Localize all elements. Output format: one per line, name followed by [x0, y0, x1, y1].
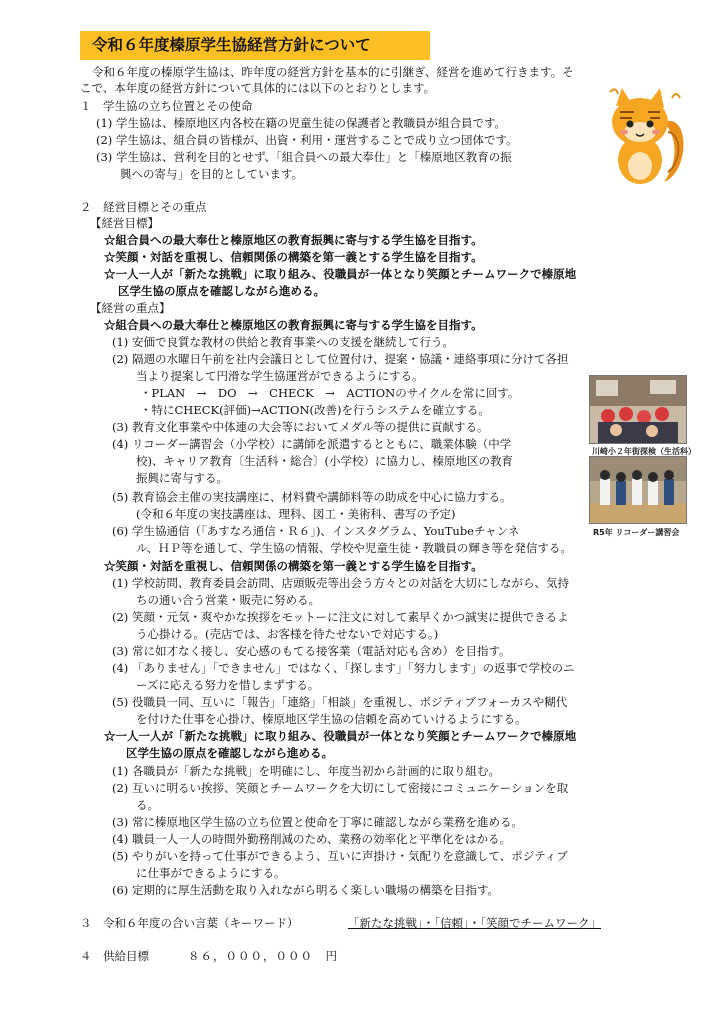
focus-2-item: ちの通い合う営業・販売に努める。: [136, 593, 320, 607]
focus-3-heading-cont: 区学生協の原点を確認しながら進める。: [126, 746, 333, 760]
focus-2-item: (5) 役職員一同、互いに「報告」「連絡」「相談」を重視し、ポジティブフォーカスや糊代: [112, 695, 568, 709]
class-photo: [589, 456, 687, 524]
focus-2-item: を付けた仕事を心掛け、榛原地区学生協の信頼を高めていけるようにする。: [136, 712, 527, 726]
focus-1-item: ・PLAN → DO → CHECK → ACTIONのサイクルを常に回す。: [140, 386, 520, 400]
focus-1-item: (3) 教育文化事業や中体連の大会等においてメダル等の提供に貢献する。: [112, 420, 489, 434]
focus-2-item: う心掛ける。(売店では、お客様を待たせないで対応する。): [136, 627, 439, 641]
focus-3-item: (3) 常に榛原地区学生協の立ち位置と使命を丁寧に確認しながら業務を進める。: [112, 815, 523, 829]
focus-1-heading: ☆組合員への最大奉仕と榛原地区の教育振興に寄与する学生協を目指す。: [104, 318, 483, 332]
s1-item-3-cont: 興への寄与」を目的としています。: [120, 167, 304, 181]
focus-1-item: ・特にCHECK(評価)→ACTION(改善)を行うシステムを確立する。: [140, 403, 490, 417]
focus-2-item: (1) 学校訪問、教育委員会訪問、店頭販売等出会う方々との対話を大切にしながら、気持: [112, 576, 569, 590]
goal-3: ☆一人一人が「新たな挑戦」に取り組み、役職員が一体となり笑顔とチームワークで榛原地: [104, 267, 577, 281]
focus-1-item: 振興に寄与する。: [136, 471, 228, 485]
focus-1-item: (6) 学生協通信（「あすなろ通信・Ｒ６」)、インスタグラム、YouTubeチャンネ: [112, 524, 520, 538]
supply-target-value: ８６，０００，０００ 円: [188, 949, 338, 963]
focus-3-item: (1) 各職員が「新たな挑戦」を明確にし、年度当初から計画的に取り組む。: [112, 764, 500, 778]
focus-3-item: (2) 互いに明るい挨拶、笑顔とチームワークを大切にして密接にコミュニケーションを取: [112, 781, 569, 795]
s1-item-2: (2) 学生協は、組合員の皆様が、出資・利用・運営することで成り立つ団体です。: [96, 133, 518, 147]
section-4-heading: ４ 供給目標: [80, 949, 149, 963]
goal-3-cont: 区学生協の原点を確認しながら進める。: [118, 284, 325, 298]
focus-1-item: 当より提案して円滑な学生協運営ができるようにする。: [136, 369, 424, 383]
focus-2-item: (2) 笑顔・元気・爽やかな挨拶をモットーに注文に対して素早くかつ誠実に提供できるよ: [112, 610, 569, 624]
s1-item-3: (3) 学生協は、営利を目的とせず、「組合員への最大奉仕」と「榛原地区教育の振: [96, 150, 512, 164]
s1-item-1: (1) 学生協は、榛原地区内各校在籍の児童生徒の保護者と教職員が組合員です。: [96, 116, 507, 130]
goal-1: ☆組合員への最大奉仕と榛原地区の教育振興に寄与する学生協を目指す。: [104, 233, 483, 247]
focus-1-item: (2) 隔週の水曜日午前を社内会議日として位置付け、提案・協議・連絡事項に分けて各担: [112, 352, 569, 366]
intro-line-2: こで、本年度の経営方針について具体的には以下のとおりとします。: [80, 81, 436, 95]
goal-2: ☆笑顔・対話を重視し、信頼関係の構築を第一義とする学生協を目指す。: [104, 250, 483, 264]
goals-label: 【経営目標】: [90, 216, 159, 230]
focus-2-heading: ☆笑顔・対話を重視し、信頼関係の構築を第一義とする学生協を目指す。: [104, 559, 483, 573]
keywords: 「新たな挑戦」・「信頼」・「笑顔でチームワーク」: [348, 916, 601, 930]
focus-1-item: (4) リコーダー講習会（小学校）に講師を派遣するとともに、職業体験（中学: [112, 437, 512, 451]
class-photo: [589, 375, 687, 444]
focus-2-item: ーズに応える努力を惜しまずする。: [136, 678, 320, 692]
photo-2-caption: R5年 リコーダー講習会: [593, 528, 680, 537]
focus-1-item: 校)、キャリア教育〔生活科・総合〕(小学校）に協力し、榛原地区の教育: [136, 454, 513, 468]
focus-label: 【経営の重点】: [90, 301, 171, 315]
section-1-heading: １ 学生協の立ち位置とその使命: [80, 99, 253, 113]
focus-3-item: (5) やりがいを持って仕事ができるよう、互いに声掛け・気配りを意識して、ポジティブ: [112, 849, 568, 863]
focus-1-item: (1) 安価で良質な教材の供給と教育事業への支援を継続して行う。: [112, 335, 454, 349]
focus-1-item: ル、ＨＰ等を通して、学生協の情報、学校や児童生徒・教職員の輝き等を発信する。: [136, 541, 572, 555]
focus-3-item: に仕事ができるようにする。: [136, 866, 286, 880]
intro-line-1: 令和６年度の榛原学生協は、昨年度の経営方針を基本的に引継ぎ、経営を進めて行きます。そ: [92, 65, 574, 79]
focus-2-item: (4) 「ありません」「できません」ではなく、「探します」「努力します」の返事で学校のニ: [112, 661, 575, 675]
section-3-heading: ３ 令和６年度の合い言葉（キーワード）: [80, 916, 299, 930]
section-2-heading: ２ 経営目標とその重点: [80, 200, 207, 214]
focus-1-item: (5) 教育協会主催の実技講座に、材料費や講師料等の助成を中心に協力する。: [112, 490, 512, 504]
photo-1-caption: 川崎小２年街探検（生活科）: [592, 447, 696, 456]
focus-3-heading: ☆一人一人が「新たな挑戦」に取り組み、役職員が一体となり笑顔とチームワークで榛原地: [104, 729, 577, 743]
focus-1-item: (令和６年度の実技講座は、理科、図工・美術科、書写の予定): [136, 507, 456, 521]
focus-3-item: (4) 職員一人一人の時間外勤務削減のため、業務の効率化と平準化をはかる。: [112, 832, 511, 846]
focus-3-item: る。: [136, 798, 159, 812]
page-title: 令和６年度榛原学生協経営方針について: [80, 31, 430, 60]
focus-3-item: (6) 定期的に厚生活動を取り入れながら明るく楽しい職場の構築を目指す。: [112, 883, 500, 897]
squirrel-mascot-icon: [594, 82, 690, 190]
focus-2-item: (3) 常に如才なく接し、安心感のもてる接客業（電話対応も含め）を目指す。: [112, 644, 511, 658]
